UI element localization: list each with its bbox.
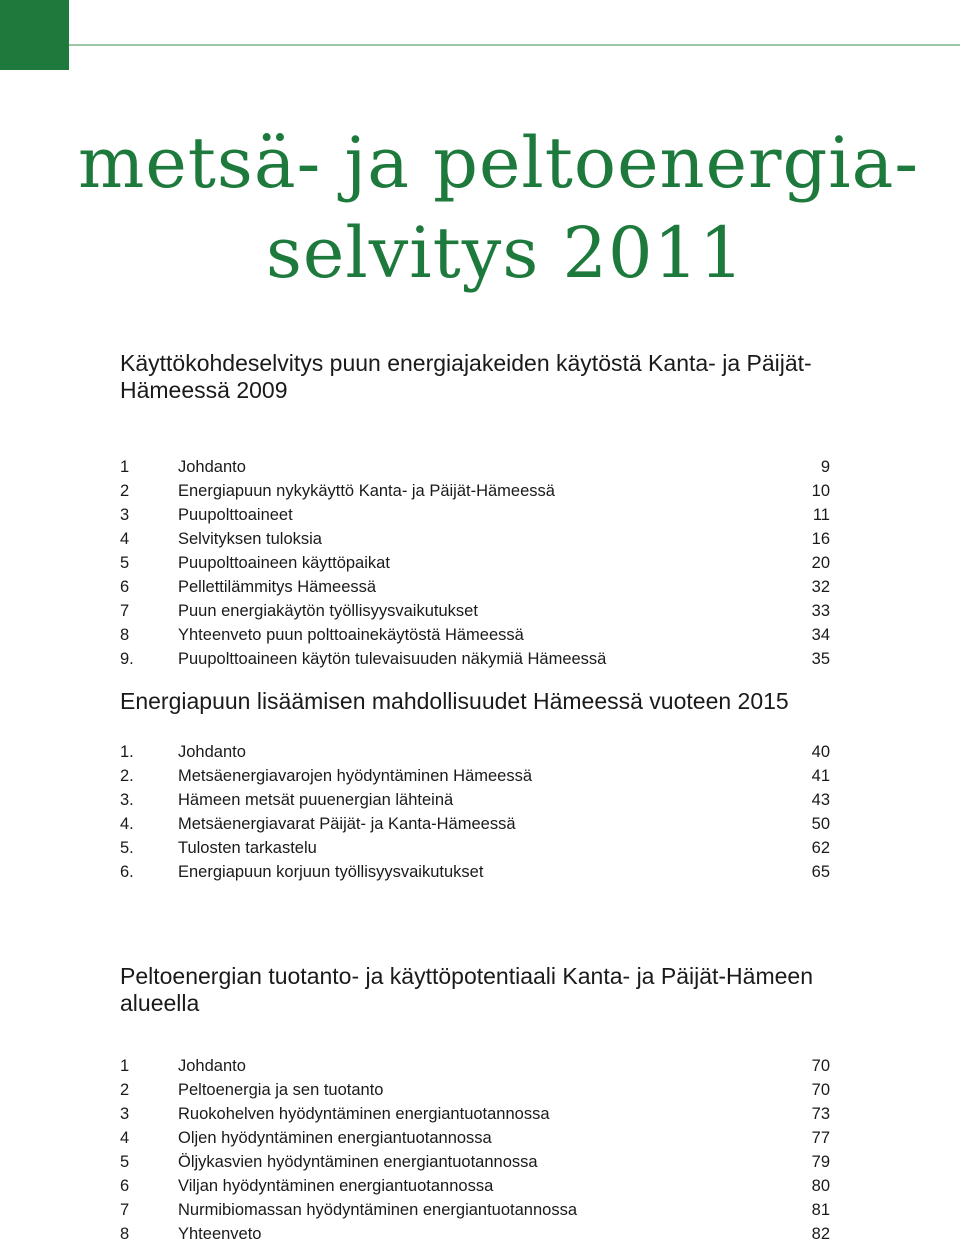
toc-entry-title: Energiapuun korjuun työllisyysvaikutukset [178, 863, 484, 881]
toc-entry-page: 81 [811, 1201, 830, 1219]
toc-entry-title: Yhteenveto puun polttoainekäytöstä Hämeessä [178, 626, 524, 644]
toc-entry-title: Hämeen metsät puuenergian lähteinä [178, 791, 454, 809]
toc-entry-number: 5 [120, 554, 130, 572]
toc-entry-page: 50 [811, 815, 830, 833]
toc-entry [120, 623, 830, 647]
toc-entry [120, 1054, 830, 1078]
toc-entry-number: 5. [120, 839, 134, 857]
section-heading: Peltoenergian tuotanto- ja käyttöpotentiaali Kanta- ja Päijät-Hämeen alueella [120, 963, 813, 1016]
toc-entry-page: 70 [811, 1057, 830, 1075]
toc-entry [120, 860, 830, 884]
toc-entry-title: Energiapuun nykykäyttö Kanta- ja Päijät-Hämeessä [178, 482, 555, 500]
toc-entry [120, 812, 830, 836]
toc-section-1 [120, 350, 830, 671]
toc-section-3 [120, 963, 830, 1246]
toc-entry-title: Metsäenergiavarojen hyödyntäminen Hämeessä [178, 767, 533, 785]
toc-entry-page: 43 [811, 791, 830, 809]
toc-entry-page: 70 [811, 1081, 830, 1099]
toc-entry-number: 6. [120, 863, 134, 881]
toc-entry-page: 16 [811, 530, 830, 548]
toc-entry [120, 1102, 830, 1126]
toc-entry [120, 527, 830, 551]
toc-entry [120, 1222, 830, 1246]
toc-entry [120, 1150, 830, 1174]
toc-entry-page: 82 [811, 1225, 830, 1243]
toc-list [120, 1054, 830, 1246]
toc-entry [120, 575, 830, 599]
toc-entry-number: 2 [120, 482, 130, 500]
header-rule [69, 44, 960, 46]
toc-entry [120, 455, 830, 479]
toc-entry-title: Pellettilämmitys Hämeessä [178, 578, 377, 596]
toc-entry-title: Nurmibiomassan hyödyntäminen energiantuotannossa [178, 1201, 577, 1219]
toc-entry-number: 1 [120, 458, 130, 476]
toc-entry-number: 4 [120, 530, 130, 548]
toc-entry-title: Puupolttoaineen käyttöpaikat [178, 554, 390, 572]
toc-entry-page: 77 [811, 1129, 830, 1147]
toc-entry-page: 32 [811, 578, 830, 596]
toc-entry [120, 1198, 830, 1222]
toc-entry [120, 479, 830, 503]
toc-entry-title: Ruokohelven hyödyntäminen energiantuotannossa [178, 1105, 550, 1123]
toc-entry-number: 3 [120, 506, 130, 524]
toc-entry-page: 20 [811, 554, 830, 572]
toc-entry-number: 2. [120, 767, 134, 785]
toc-entry [120, 764, 830, 788]
toc-entry-number: 6 [120, 1177, 130, 1195]
toc-entry-number: 4 [120, 1129, 130, 1147]
toc-entry-page: 73 [811, 1105, 830, 1123]
toc-entry-page: 10 [811, 482, 830, 500]
title-line-1: metsä- ja peltoenergia- [78, 122, 920, 204]
toc-entry-page: 11 [812, 506, 830, 524]
toc-entry-title: Puun energiakäytön työllisyysvaikutukset [178, 602, 478, 620]
toc-entry-title: Oljen hyödyntäminen energiantuotannossa [178, 1129, 492, 1147]
toc-entry-title: Johdanto [178, 458, 246, 476]
toc-entry [120, 740, 830, 764]
toc-list [120, 455, 830, 671]
toc-entry-title: Puupolttoaineet [178, 506, 293, 524]
toc-entry [120, 1078, 830, 1102]
toc-list [120, 740, 830, 884]
toc-entry [120, 1174, 830, 1198]
title-line-2: selvitys 2011 [266, 212, 745, 294]
toc-entry-title: Öljykasvien hyödyntäminen energiantuotannossa [178, 1153, 538, 1171]
section-heading: Käyttökohdeselvitys puun energiajakeiden käytöstä Kanta- ja Päijät-Hämeessä 2009 [120, 350, 812, 403]
corner-color-block [0, 0, 69, 70]
section-heading: Energiapuun lisäämisen mahdollisuudet Hämeessä vuoteen 2015 [120, 688, 789, 714]
toc-entry [120, 1126, 830, 1150]
toc-entry-number: 7 [120, 1201, 130, 1219]
toc-entry-title: Viljan hyödyntäminen energiantuotannossa [178, 1177, 494, 1195]
toc-entry-page: 34 [811, 626, 830, 644]
toc-entry-number: 9. [120, 650, 134, 668]
toc-entry-page: 79 [811, 1153, 830, 1171]
toc-entry-page: 33 [811, 602, 830, 620]
toc-entry-page: 40 [811, 743, 830, 761]
toc-entry-number: 8 [120, 1225, 130, 1243]
toc-entry-page: 65 [811, 863, 830, 881]
document-title [78, 118, 938, 298]
toc-entry-number: 4. [120, 815, 134, 833]
toc-entry-number: 8 [120, 626, 130, 644]
toc-entry-title: Selvityksen tuloksia [178, 530, 322, 548]
toc-entry-number: 1 [120, 1057, 130, 1075]
toc-entry-title: Johdanto [178, 743, 246, 761]
toc-entry-number: 1. [120, 743, 134, 761]
toc-entry-title: Yhteenveto [178, 1225, 262, 1243]
toc-entry-page: 9 [820, 458, 830, 476]
toc-entry [120, 503, 830, 527]
toc-entry-number: 5 [120, 1153, 130, 1171]
toc-entry-title: Peltoenergia ja sen tuotanto [178, 1081, 384, 1099]
toc-entry-page: 41 [811, 767, 830, 785]
toc-section-2 [120, 688, 830, 884]
toc-entry-title: Tulosten tarkastelu [178, 839, 317, 857]
toc-entry-page: 35 [811, 650, 830, 668]
toc-entry-title: Metsäenergiavarat Päijät- ja Kanta-Hämeessä [178, 815, 516, 833]
toc-entry [120, 647, 830, 671]
toc-entry [120, 836, 830, 860]
toc-entry-title: Puupolttoaineen käytön tulevaisuuden näkymiä Hämeessä [178, 650, 607, 668]
toc-entry-number: 3 [120, 1105, 130, 1123]
toc-entry-number: 7 [120, 602, 130, 620]
toc-entry [120, 788, 830, 812]
toc-entry-page: 80 [811, 1177, 830, 1195]
toc-entry-number: 6 [120, 578, 130, 596]
toc-entry-number: 3. [120, 791, 134, 809]
toc-entry-page: 62 [811, 839, 830, 857]
toc-entry [120, 599, 830, 623]
toc-entry-number: 2 [120, 1081, 130, 1099]
toc-entry-title: Johdanto [178, 1057, 246, 1075]
toc-entry [120, 551, 830, 575]
